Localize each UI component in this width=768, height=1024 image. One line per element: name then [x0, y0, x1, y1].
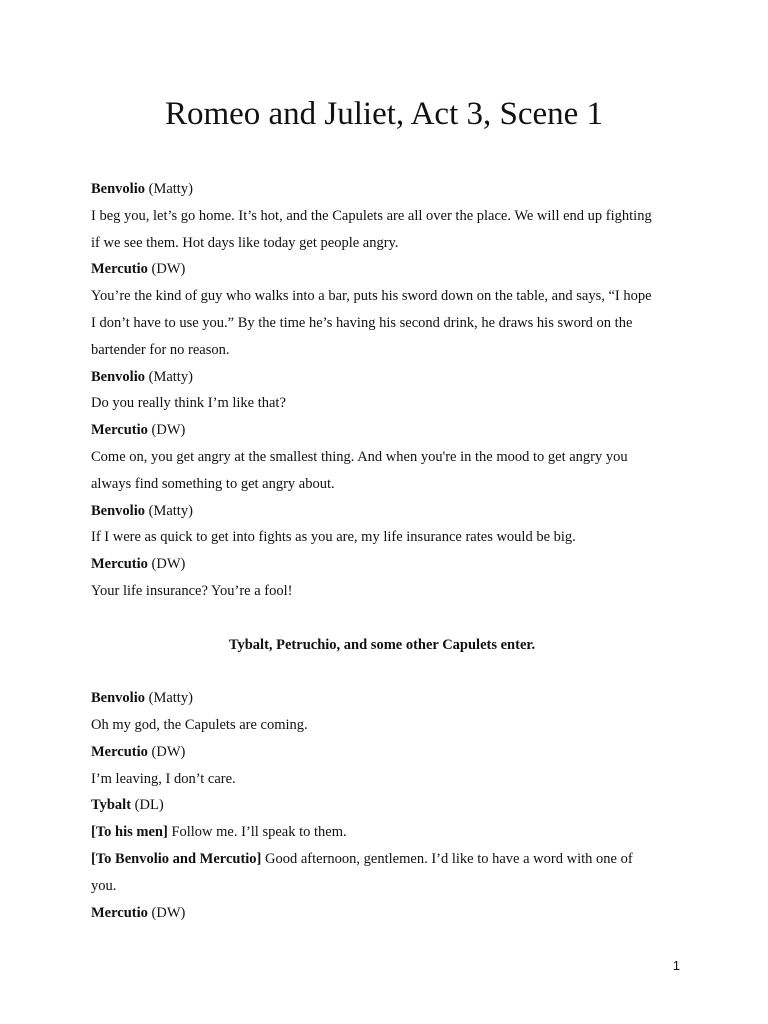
- speaker-name: Mercutio: [91, 556, 148, 573]
- actor-name: (DW): [147, 904, 186, 921]
- speaker-name: Mercutio: [91, 422, 148, 439]
- dialogue-line: if we see them. Hot days like today get people angry.: [91, 234, 399, 251]
- dialogue-line: I beg you, let’s go home. It’s hot, and the Capulets are all over the place. We will end up fighting: [91, 207, 652, 224]
- dialogue-line: always find something to get angry about.: [91, 475, 335, 492]
- speaker-name: Mercutio: [91, 904, 148, 921]
- speaker-heading: [91, 498, 691, 525]
- stage-aside: [To his men]: [91, 824, 168, 841]
- stage-direction: Tybalt, Petruchio, and some other Capulets enter.: [228, 636, 536, 653]
- dialogue-line: If I were as quick to get into fights as you are, my life insurance rates would be big.: [91, 529, 576, 546]
- dialogue-line: Oh my god, the Capulets are coming.: [91, 716, 308, 733]
- speaker-heading: [91, 685, 691, 712]
- actor-name: (DW): [147, 261, 186, 278]
- script-body: [91, 176, 691, 926]
- actor-name: (Matty): [144, 502, 193, 519]
- speaker-heading: [91, 256, 691, 283]
- speaker-heading: [91, 739, 691, 766]
- speaker-name: Benvolio: [91, 690, 145, 707]
- speaker-name: Mercutio: [91, 261, 148, 278]
- speaker-name: Benvolio: [91, 181, 145, 197]
- actor-name: (DL): [131, 797, 164, 814]
- dialogue-line: [91, 846, 691, 873]
- dialogue-line: you.: [91, 877, 117, 894]
- speaker-name: Benvolio: [91, 502, 145, 519]
- actor-name: (Matty): [144, 690, 193, 707]
- speaker-heading: [91, 551, 691, 578]
- dialogue-line: Do you really think I’m like that?: [91, 395, 286, 412]
- speaker-heading: [91, 417, 691, 444]
- page-number: 1: [672, 958, 680, 973]
- speaker-heading: [91, 364, 691, 391]
- actor-name: (DW): [147, 422, 186, 439]
- dialogue-line: You’re the kind of guy who walks into a bar, puts his sword down on the table, and says, “I hope: [91, 288, 652, 305]
- speaker-heading: [91, 900, 691, 927]
- speaker-heading: [91, 176, 691, 203]
- dialogue-line: [91, 819, 691, 846]
- dialogue-line: I don’t have to use you.” By the time he’s having his second drink, he draws his sword on the: [91, 314, 633, 331]
- dialogue-text: Follow me. I’ll speak to them.: [167, 824, 347, 841]
- actor-name: (DW): [147, 556, 186, 573]
- actor-name: (Matty): [144, 368, 193, 385]
- spacer: [91, 605, 691, 632]
- dialogue-text: Good afternoon, gentlemen. I’d like to have a word with one of: [261, 850, 633, 867]
- dialogue-line: Come on, you get angry at the smallest thing. And when you're in the mood to get angry you: [91, 448, 628, 465]
- dialogue-line: I’m leaving, I don’t care.: [91, 770, 236, 787]
- dialogue-line: bartender for no reason.: [91, 341, 230, 358]
- dialogue-line: Your life insurance? You’re a fool!: [91, 582, 293, 599]
- actor-name: (Matty): [144, 181, 193, 197]
- speaker-name: Mercutio: [91, 743, 148, 760]
- speaker-heading: [91, 792, 691, 819]
- speaker-name: Benvolio: [91, 368, 145, 385]
- stage-aside: [To Benvolio and Mercutio]: [91, 850, 262, 867]
- spacer: [91, 658, 691, 685]
- speaker-name: Tybalt: [91, 797, 132, 814]
- actor-name: (DW): [147, 743, 186, 760]
- page-title: Romeo and Juliet, Act 3, Scene 1: [164, 96, 604, 132]
